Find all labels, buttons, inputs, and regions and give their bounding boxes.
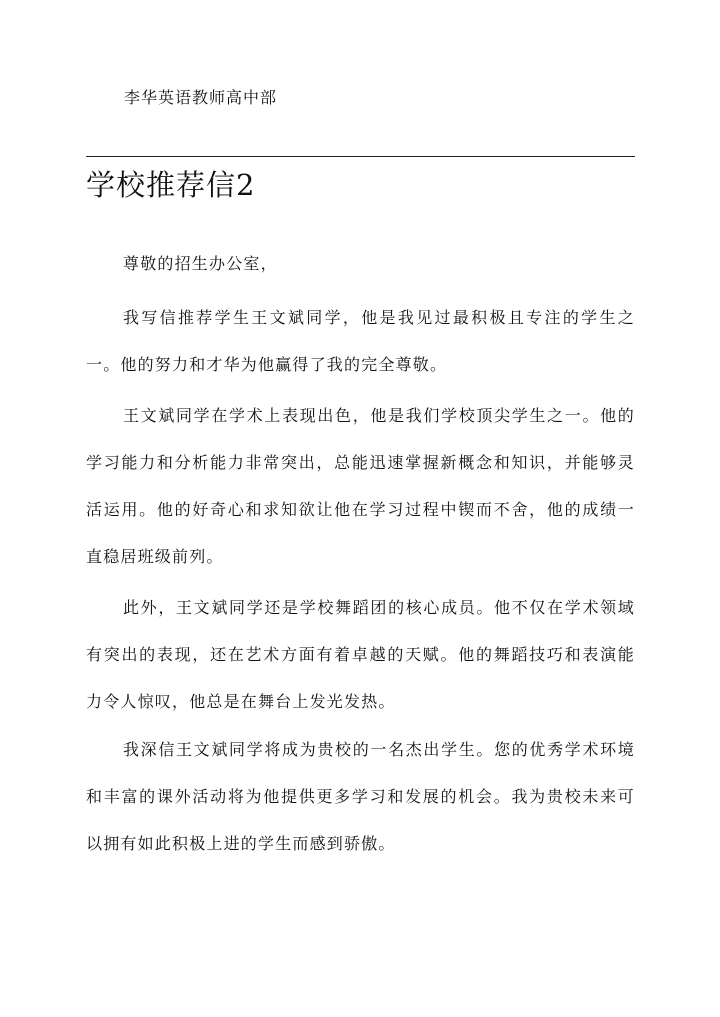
letter-title: 学校推荐信2 (86, 168, 256, 202)
paragraph-1: 我写信推荐学生王文斌同学，他是我见过最积极且专注的学生之一。他的努力和才华为他赢得了我的完全尊敬。 (86, 308, 635, 374)
paragraph-3: 此外，王文斌同学还是学校舞蹈团的核心成员。他不仅在学术领域有突出的表现，还在艺术方面有着卓越的天赋。他的舞蹈技巧和表演能力令人惊叹，他总是在舞台上发光发热。 (86, 598, 635, 711)
signature-line: 李华英语教师高中部 (124, 88, 278, 107)
section-divider (86, 156, 635, 157)
paragraph-2: 王文斌同学在学术上表现出色，他是我们学校顶尖学生之一。他的学习能力和分析能力非常突出，总能迅速掌握新概念和知识，并能够灵活运用。他的好奇心和求知欲让他在学习过程中锲而不舍，他的成绩一直稳居班级前列。 (86, 406, 635, 566)
paragraph-4: 我深信王文斌同学将成为贵校的一名杰出学生。您的优秀学术环境和丰富的课外活动将为他提供更多学习和发展的机会。我为贵校未来可以拥有如此积极上进的学生而感到骄傲。 (86, 740, 635, 853)
greeting: 尊敬的招生办公室， (123, 254, 278, 273)
